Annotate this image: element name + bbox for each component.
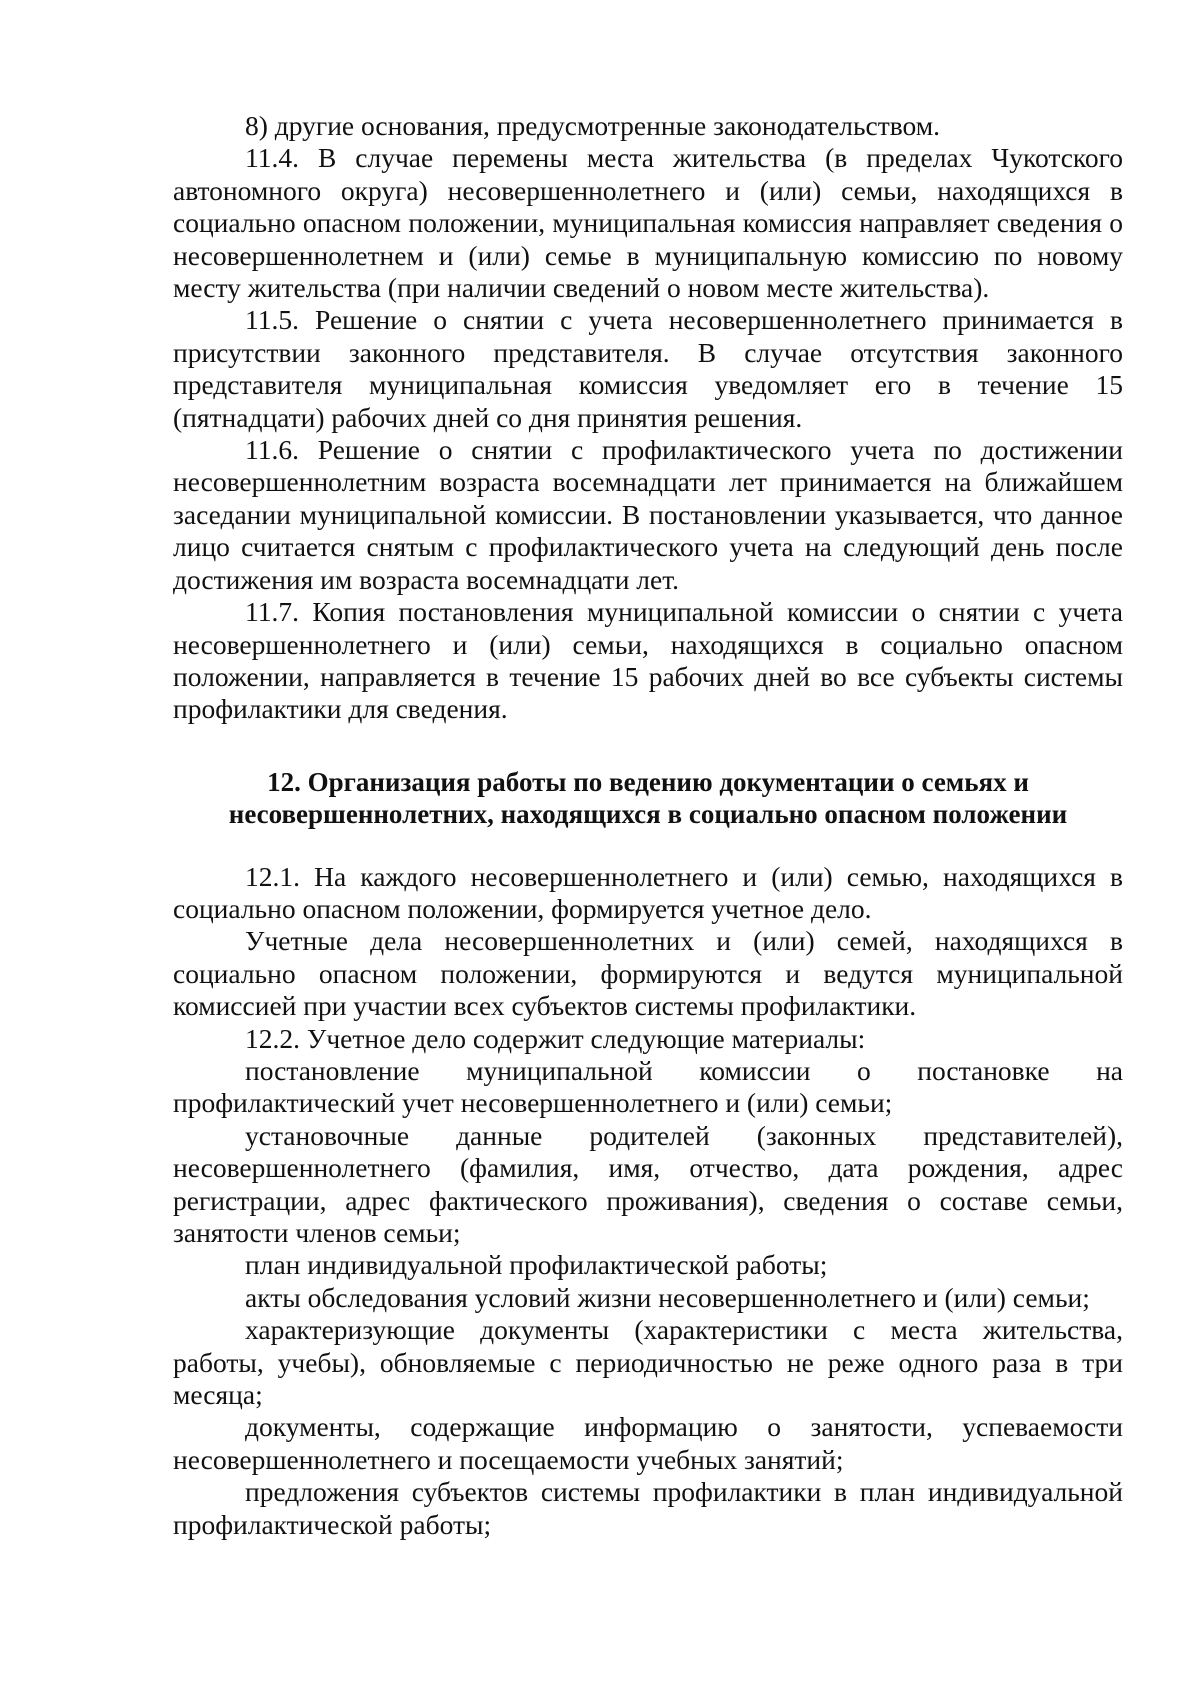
paragraph-11-6: 11.6. Решение о снятии с профилактического учета по достижении несовершеннолетним возраста восемнадцати лет принимается на ближайшем заседании муниципальной комиссии. В постановлении указывается, что данное лицо считается снятым с профилактического учета на следующий день после достижения им возраста восемнадцати лет. xyxy=(173,434,1123,595)
section-heading-line-1: 12. Организация работы по ведению документации о семьях и xyxy=(267,766,1029,797)
list-item-personal-data: установочные данные родителей (законных представителей), несовершеннолетнего (фамилия, имя, отчество, дата рождения, адрес регистрации, адрес фактического проживания), сведения о составе семьи, занятости членов семьи; xyxy=(173,1119,1123,1248)
paragraph-11-4: 11.4. В случае перемены места жительства (в пределах Чукотского автономного округа) несовершеннолетнего и (или) семьи, находящихся в социально опасном положении, муниципальная комиссия направляет сведения о несовершеннолетнем и (или) семье в муниципальную комиссию по новому месту жительства (при наличии сведений о новом месте жительства). xyxy=(173,142,1123,304)
list-item-work-plan: план индивидуальной профилактической работы; xyxy=(245,1249,828,1281)
document-page xyxy=(173,110,1123,1541)
list-item-proposals: предложения субъектов системы профилактики в план индивидуальной профилактической работы; xyxy=(173,1476,1123,1540)
spacer xyxy=(173,726,1123,766)
paragraph-12-1: 12.1. На каждого несовершеннолетнего и (или) семью, находящихся в социально опасном положении, формируется учетное дело. xyxy=(173,860,1123,924)
section-heading-12 xyxy=(173,766,1123,831)
paragraph-12-2: 12.2. Учетное дело содержит следующие материалы: xyxy=(245,1022,866,1054)
section-heading-line-2: несовершеннолетних, находящихся в социально опасном положении xyxy=(228,799,1068,830)
spacer xyxy=(173,831,1123,861)
list-item-attendance-docs: документы, содержащие информацию о занятости, успеваемости несовершеннолетнего и посещаемости учебных занятий; xyxy=(173,1411,1123,1475)
list-item-characteristics: характеризующие документы (характеристики с места жительства, работы, учебы), обновляемые с периодичностью не реже одного раза в три месяца; xyxy=(173,1314,1123,1411)
paragraph-case-files: Учетные дела несовершеннолетних и (или) семей, находящихся в социально опасном положении, формируются и ведутся муниципальной комиссией при участии всех субъектов системы профилактики. xyxy=(173,925,1123,1022)
paragraph-11-5: 11.5. Решение о снятии с учета несовершеннолетнего принимается в присутствии законного представителя. В случае отсутствия законного представителя муниципальная комиссия уведомляет его в течение 15 (пятнадцати) рабочих дней со дня принятия решения. xyxy=(173,304,1123,433)
paragraph-other-grounds: 8) другие основания, предусмотренные законодательством. xyxy=(245,110,941,141)
list-item-inspection-acts: акты обследования условий жизни несовершеннолетнего и (или) семьи; xyxy=(245,1281,1090,1313)
paragraph-11-7: 11.7. Копия постановления муниципальной комиссии о снятии с учета несовершеннолетнего и (или) семьи, находящихся в социально опасном положении, направляется в течение 15 рабочих дней во все субъекты системы профилактики для сведения. xyxy=(173,596,1123,725)
list-item-resolution: постановление муниципальной комиссии о постановке на профилактический учет несовершеннолетнего и (или) семьи; xyxy=(173,1054,1123,1119)
